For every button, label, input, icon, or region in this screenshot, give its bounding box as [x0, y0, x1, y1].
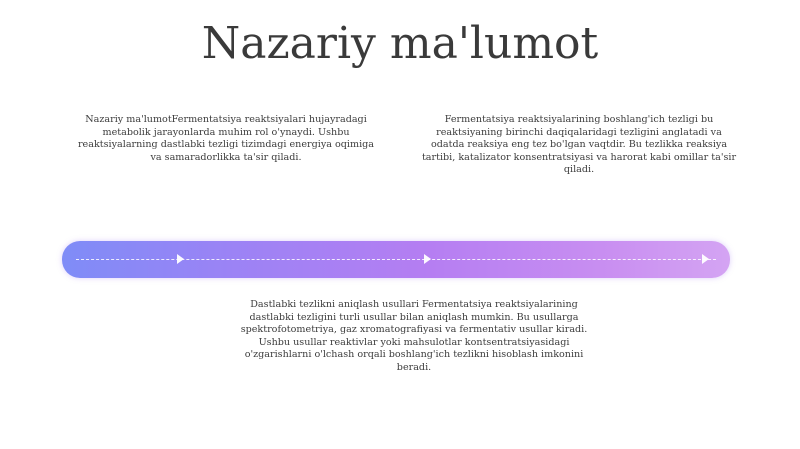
text-block-left: Nazariy ma'lumotFermentatsiya reaktsiyalari hujayradagi metabolik jarayonlarda muhim rol o'ynaydi. Ushbu reaktsiyalarning dastlabki tezligi tizimdagi energiya oqimiga va samaradorlikka ta'sir qiladi.: [77, 114, 375, 163]
timeline-bar: [62, 241, 730, 278]
text-block-bottom: Dastlabki tezlikni aniqlash usullari Fermentatsiya reaktsiyalarining dastlabki tezligini turli usullar bilan aniqlash mumkin. Bu usullarga spektrofotometriya, gaz xromatografiyasi va fermentativ usullar kiradi. Ushbu usullar reaktivlar yoki mahsulotlar kontsentratsiyasidagi o'zgarishlarni o'lchash orqali boshlang'ich tezlikni hisoblash imkonini beradi.: [240, 299, 588, 373]
page-title: Nazariy ma'lumot: [201, 18, 599, 69]
timeline-dashed-line: [76, 259, 716, 260]
text-block-right: Fermentatsiya reaktsiyalarining boshlang'ich tezligi bu reaktsiyaning birinchi daqiqalaridagi tezligini anglatadi va odatda reaksiya eng tez bo'lgan vaqtdir. Bu tezlikka reaksiya tartibi, katalizator konsentratsiyasi va harorat kabi omillar ta'sir qiladi.: [421, 114, 737, 175]
arrow-right-icon: [177, 254, 184, 264]
arrow-right-icon: [702, 254, 709, 264]
arrow-right-icon: [424, 254, 431, 264]
